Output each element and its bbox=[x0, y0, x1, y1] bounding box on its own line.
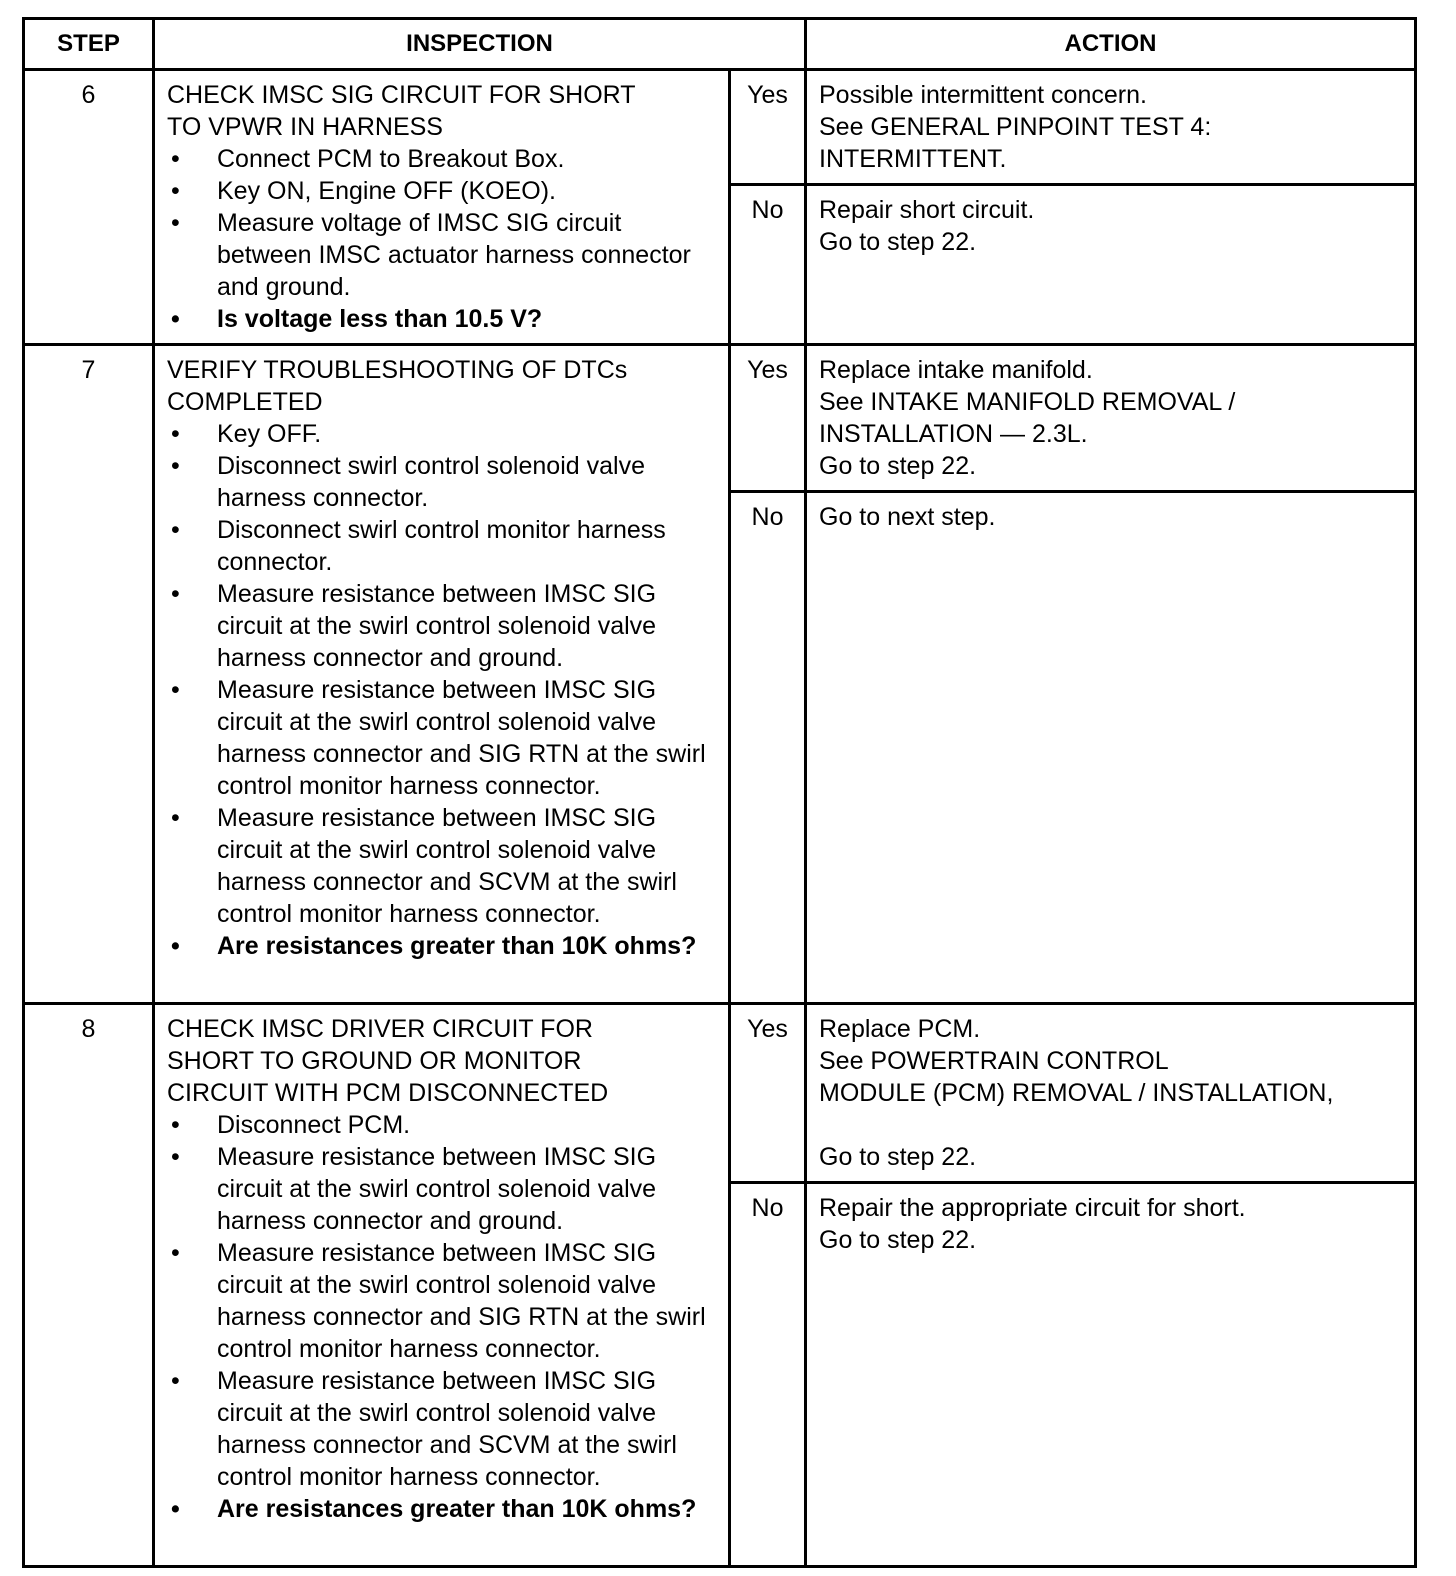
action-line: Replace PCM. bbox=[819, 1015, 981, 1043]
step-row-yes bbox=[24, 345, 1416, 492]
inspection-bullet: • Disconnect swirl control monitor harness connector. bbox=[167, 514, 720, 578]
header-step: STEP bbox=[24, 19, 154, 70]
inspection-title-line: CHECK IMSC DRIVER CIRCUIT FOR bbox=[167, 1015, 593, 1043]
inspection-bullet: • Measure resistance between IMSC SIG circuit at the swirl control solenoid valve harness connector and ground. bbox=[167, 1141, 720, 1237]
inspection-cell bbox=[154, 70, 730, 345]
action-line: See GENERAL PINPOINT TEST 4: bbox=[819, 113, 1212, 141]
inspection-title-line: SHORT TO GROUND OR MONITOR bbox=[167, 1047, 582, 1075]
inspection-question: • Is voltage less than 10.5 V? bbox=[167, 303, 720, 335]
action-line: Go to step 22. bbox=[819, 1143, 977, 1171]
action-line: Go to next step. bbox=[819, 503, 996, 531]
inspection-bullet: • Key OFF. bbox=[167, 418, 720, 450]
step-number: 8 bbox=[24, 1004, 154, 1567]
action-no bbox=[806, 185, 1416, 345]
inspection-bullet-list bbox=[167, 143, 720, 335]
header-inspection: INSPECTION bbox=[154, 19, 806, 70]
inspection-bullet: • Measure voltage of IMSC SIG circuit between IMSC actuator harness connector and ground. bbox=[167, 207, 720, 303]
inspection-question: • Are resistances greater than 10K ohms? bbox=[167, 1493, 720, 1525]
action-line: Go to step 22. bbox=[819, 452, 977, 480]
inspection-bullet: • Measure resistance between IMSC SIG circuit at the swirl control solenoid valve harness connector and SIG RTN at the swirl control monitor harness connector. bbox=[167, 674, 720, 802]
answer-no-label: No bbox=[730, 185, 806, 345]
inspection-title-line: VERIFY TROUBLESHOOTING OF DTCs bbox=[167, 356, 628, 384]
inspection-bullet-list bbox=[167, 418, 720, 962]
inspection-bullet: • Disconnect swirl control solenoid valve harness connector. bbox=[167, 450, 720, 514]
action-line: See POWERTRAIN CONTROL bbox=[819, 1047, 1169, 1075]
inspection-title-line: CIRCUIT WITH PCM DISCONNECTED bbox=[167, 1079, 609, 1107]
diagnostic-table bbox=[22, 17, 1417, 1568]
inspection-bullet-list bbox=[167, 1109, 720, 1525]
answer-yes-label: Yes bbox=[730, 1004, 806, 1183]
action-line: Go to step 22. bbox=[819, 1226, 977, 1254]
answer-yes-label: Yes bbox=[730, 70, 806, 185]
inspection-bullet: • Measure resistance between IMSC SIG circuit at the swirl control solenoid valve harness connector and ground. bbox=[167, 578, 720, 674]
inspection-bullet: • Connect PCM to Breakout Box. bbox=[167, 143, 720, 175]
action-line: Replace intake manifold. bbox=[819, 356, 1093, 384]
action-line: Go to step 22. bbox=[819, 228, 977, 256]
action-line: Possible intermittent concern. bbox=[819, 81, 1147, 109]
header-action: ACTION bbox=[806, 19, 1416, 70]
step-number: 6 bbox=[24, 70, 154, 345]
answer-yes-label: Yes bbox=[730, 345, 806, 492]
inspection-title-line: COMPLETED bbox=[167, 388, 323, 416]
answer-no-label: No bbox=[730, 492, 806, 1004]
action-line: Repair the appropriate circuit for short. bbox=[819, 1194, 1246, 1222]
step-row-yes bbox=[24, 1004, 1416, 1183]
action-line: Repair short circuit. bbox=[819, 196, 1035, 224]
inspection-bullet: • Measure resistance between IMSC SIG circuit at the swirl control solenoid valve harness connector and SIG RTN at the swirl control monitor harness connector. bbox=[167, 1237, 720, 1365]
action-no bbox=[806, 492, 1416, 1004]
inspection-title-line: TO VPWR IN HARNESS bbox=[167, 113, 443, 141]
inspection-bullet: • Key ON, Engine OFF (KOEO). bbox=[167, 175, 720, 207]
inspection-cell bbox=[154, 1004, 730, 1567]
step-row-yes bbox=[24, 70, 1416, 185]
action-line bbox=[819, 1109, 1406, 1141]
inspection-question: • Are resistances greater than 10K ohms? bbox=[167, 930, 720, 962]
action-no bbox=[806, 1183, 1416, 1567]
answer-no-label: No bbox=[730, 1183, 806, 1567]
action-yes bbox=[806, 70, 1416, 185]
inspection-bullet: • Disconnect PCM. bbox=[167, 1109, 720, 1141]
action-line: INTERMITTENT. bbox=[819, 145, 1007, 173]
action-yes bbox=[806, 1004, 1416, 1183]
step-number: 7 bbox=[24, 345, 154, 1004]
action-line: See INTAKE MANIFOLD REMOVAL / bbox=[819, 388, 1236, 416]
inspection-bullet: • Measure resistance between IMSC SIG circuit at the swirl control solenoid valve harness connector and SCVM at the swirl control monitor harness connector. bbox=[167, 1365, 720, 1493]
inspection-title-line: CHECK IMSC SIG CIRCUIT FOR SHORT bbox=[167, 81, 636, 109]
inspection-cell bbox=[154, 345, 730, 1004]
header-row bbox=[24, 19, 1416, 70]
action-line: INSTALLATION — 2.3L. bbox=[819, 420, 1088, 448]
action-line: MODULE (PCM) REMOVAL / INSTALLATION, bbox=[819, 1079, 1334, 1107]
inspection-bullet: • Measure resistance between IMSC SIG circuit at the swirl control solenoid valve harness connector and SCVM at the swirl control monitor harness connector. bbox=[167, 802, 720, 930]
action-yes bbox=[806, 345, 1416, 492]
